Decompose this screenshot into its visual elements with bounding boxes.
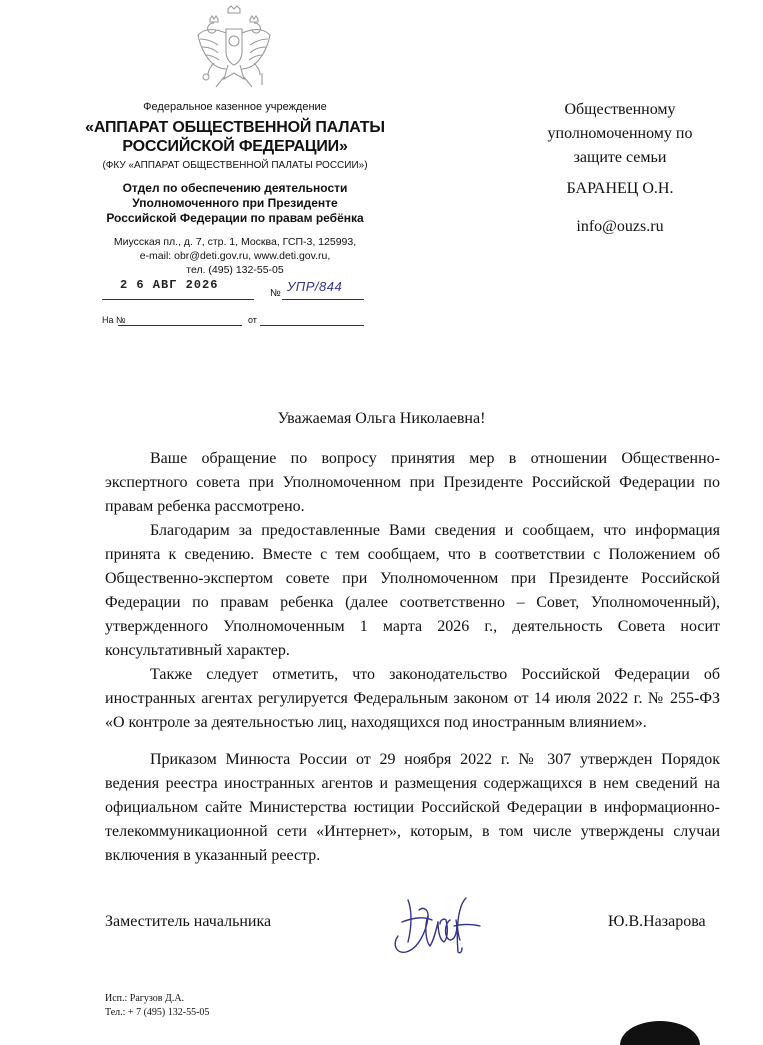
double-headed-eagle-emblem-icon (192, 5, 276, 95)
reference-date-field (260, 325, 364, 326)
reference-date-label: от (248, 315, 257, 325)
address-line: e-mail: obr@deti.gov.ru, www.deti.gov.ru, (139, 250, 331, 262)
signatory-name: Ю.В.Назарова (608, 913, 706, 930)
address-line: тел. (495) 132-55-05 (186, 264, 284, 276)
recipient-email: info@ouzs.ru (576, 218, 664, 235)
sender-department (80, 181, 390, 226)
executor-info (105, 992, 209, 1020)
address-line: Миусская пл., д. 7, стр. 1, Москва, ГСП-3, 125993, (113, 236, 357, 248)
sender-org-name (80, 118, 390, 156)
reference-number-field (118, 325, 242, 326)
number-underline (282, 299, 364, 300)
recipient-line: Общественному (564, 101, 676, 118)
sender-org-type: Федеральное казенное учреждение (143, 101, 327, 113)
org-name-line: РОССИЙСКОЙ ФЕДЕРАЦИИ» (122, 138, 348, 155)
recipient-line: защите семьи (573, 149, 667, 166)
corner-shadow (600, 1005, 720, 1045)
body-paragraph: Также следует отметить, что законодательство Российской Федерации об иностранных агентах регулируется Федеральным законом от 14 июля 2022 г. № 255-ФЗ «О контроле за деятельностью лиц, находящихся под иностранным влиянием». (105, 666, 720, 731)
body-paragraph: Ваше обращение по вопросу принятия мер в отношении Общественно-экспертного совета при Уполномоченном при Президенте Российской Федерации по правам ребенка рассмотрено. (105, 450, 720, 515)
org-name-line: «АППАРАТ ОБЩЕСТВЕННОЙ ПАЛАТЫ (85, 119, 385, 136)
date-underline (102, 299, 254, 300)
dept-line: Уполномоченного при Президенте (132, 196, 338, 210)
reference-number-label: На № (102, 315, 126, 325)
sender-address (80, 235, 390, 277)
handwritten-signature-icon (388, 892, 500, 960)
registration-number: УПР/844 (287, 279, 343, 294)
registration-date-stamp: 2 6 АВГ 2026 (120, 278, 219, 292)
registration-number-label: № (270, 288, 281, 299)
signatory-title: Заместитель начальника (105, 913, 272, 930)
executor-name: Исп.: Рагузов Д.А. (105, 993, 185, 1004)
sender-org-short: (ФКУ «АППАРАТ ОБЩЕСТВЕННОЙ ПАЛАТЫ РОССИИ») (102, 160, 368, 171)
executor-phone: Тел.: + 7 (495) 132-55-05 (105, 1007, 210, 1018)
recipient-position (520, 98, 720, 170)
dept-line: Отдел по обеспечению деятельности (122, 181, 348, 195)
salutation: Уважаемая Ольга Николаевна! (277, 410, 486, 427)
body-paragraph: Благодарим за предоставленные Вами сведения и сообщаем, что информация принята к сведению. Вместе с тем сообщаем, что в соответствии с Положением об Общественно-экспертом совете при Уполномоченном при Президенте Российской Федерации по правам ребенка (далее соответственно – Совет, Уполномоченный), утвержденного Уполномоченным 1 марта 2026 г., деятельность Совета носит консультативный характер. (105, 522, 720, 659)
body-paragraph: Приказом Минюста России от 29 ноября 2022 г. № 307 утвержден Порядок ведения реестра иностранных агентов и размещения содержащихся в нем сведений на официальном сайте Министерства юстиции Российской Федерации в информационно-телекоммуникационной сети «Интернет», которым, в том числе утверждены случаи включения в указанный реестр. (105, 751, 720, 864)
recipient-name: БАРАНЕЦ О.Н. (566, 180, 674, 197)
dept-line: Российской Федерации по правам ребёнка (106, 211, 364, 225)
recipient-line: уполномоченному по (547, 125, 693, 142)
